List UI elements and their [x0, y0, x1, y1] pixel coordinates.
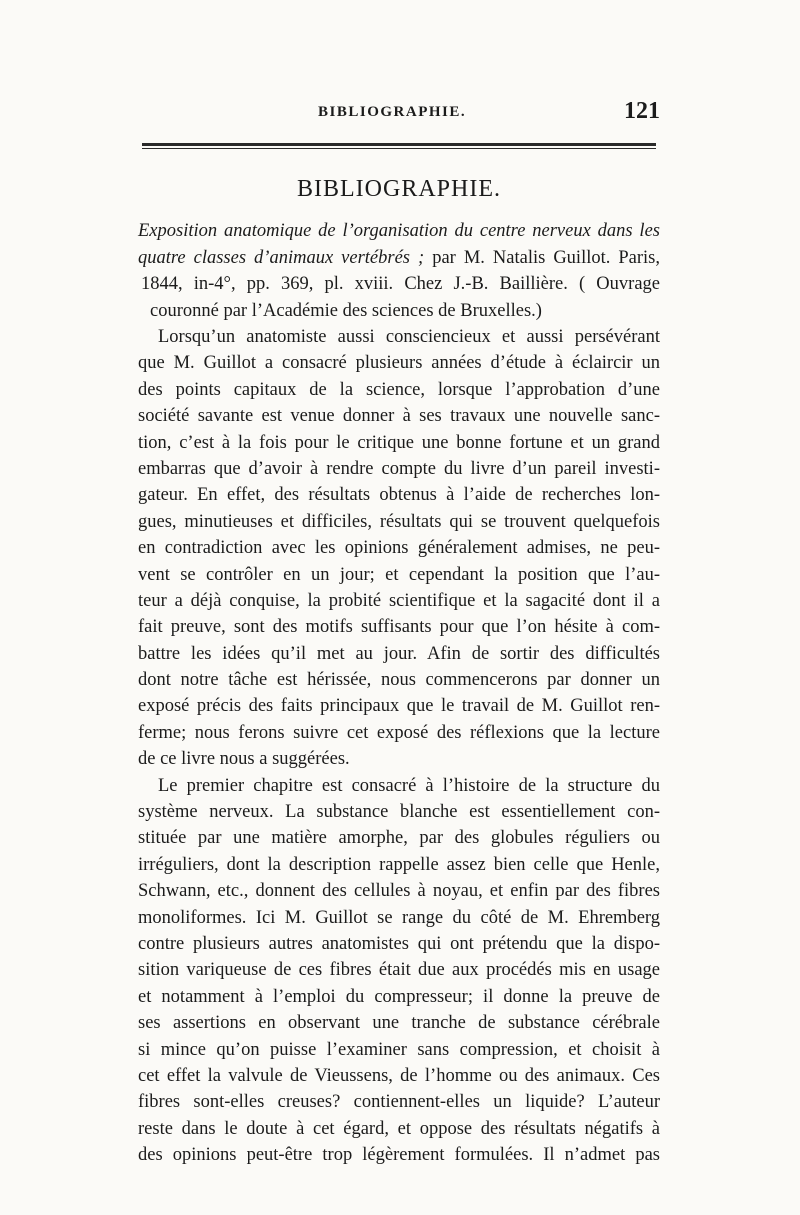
text-line: gateur. En effet, des résultats obtenus à l’aide de recherches lon-: [138, 485, 660, 506]
paragraph-2: [138, 773, 660, 1169]
running-head: [138, 98, 660, 128]
reference-line-4: couronné par l’Académie des sciences de Bruxelles.): [150, 300, 542, 321]
text-line: si mince qu’on puisse l’examiner sans compression, et choisit à: [138, 1039, 660, 1060]
reference-line-3: 1844, in-4°, pp. 369, pl. xviii. Chez J.-B. Baillière. ( Ouvrage: [141, 274, 660, 294]
text-line: fibres sont-elles creuses? contiennent-elles un liquide? L’auteur: [138, 1092, 660, 1113]
text-line: ferme; nous ferons suivre cet exposé des réflexions que la lecture: [138, 722, 660, 743]
bibliographic-reference: [138, 218, 660, 324]
text-line: que M. Guillot a consacré plusieurs années d’étude à éclaircir un: [138, 353, 660, 374]
text-line: ses assertions en observant une tranche de substance cérébrale: [138, 1013, 660, 1034]
text-line: des points capitaux de la science, lorsque l’approbation d’une: [138, 379, 660, 400]
text-line: dont notre tâche est hérissée, nous commencerons par donner un: [138, 670, 660, 691]
text-line: des opinions peut-être trop légèrement formulées. Il n’admet pas: [138, 1145, 660, 1166]
section-heading: BIBLIOGRAPHIE.: [297, 176, 501, 202]
text-line: gues, minutieuses et difficiles, résultats qui se trouvent quelquefois: [138, 511, 660, 532]
text-line: Schwann, etc., donnent des cellules à noyau, et enfin par des fibres: [138, 881, 660, 902]
text-line: vent se contrôler en un jour; et cependant la position que l’au-: [138, 564, 660, 585]
text-line: fait preuve, sont des motifs suffisants pour que l’on hésite à com-: [138, 617, 660, 638]
text-line: teur a déjà conquise, la probité scientifique et la sagacité dont il a: [138, 590, 660, 611]
text-line: battre les idées qu’il met au jour. Afin de sortir des difficultés: [138, 643, 660, 664]
page-number: 121: [624, 98, 660, 124]
paragraph-1: [138, 324, 660, 773]
text-line: cet effet la valvule de Vieussens, de l’homme ou des animaux. Ces: [138, 1065, 660, 1086]
review-body: [138, 324, 660, 1169]
text-line: reste dans le doute à cet égard, et oppose des résultats négatifs à: [138, 1118, 660, 1139]
header-rule-thick: [142, 143, 656, 146]
text-line: monoliformes. Ici M. Guillot se range du côté de M. Ehremberg: [138, 907, 660, 928]
text-line: et notamment à l’emploi du compresseur; il donne la preuve de: [138, 986, 660, 1007]
text-line: embarras que d’avoir à rendre compte du livre d’un pareil investi-: [138, 458, 660, 479]
header-rule-thin: [142, 148, 656, 149]
text-line: système nerveux. La substance blanche est essentiellement con-: [138, 802, 660, 823]
reference-title-line-2: quatre classes d’animaux vertébrés ; par M. Natalis Guillot. Paris,: [138, 247, 660, 268]
text-line: Lorsqu’un anatomiste aussi consciencieux et aussi persévérant: [158, 327, 660, 347]
text-line: Le premier chapitre est consacré à l’histoire de la structure du: [158, 775, 660, 796]
text-line: irréguliers, dont la description rappelle assez bien celle que Henle,: [138, 854, 660, 875]
reference-title-line-1: Exposition anatomique de l’organisation du centre nerveux dans les: [138, 221, 660, 241]
text-line: tion, c’est à la fois pour le critique une bonne fortune et un grand: [138, 432, 660, 453]
text-line: stituée par une matière amorphe, par des globules réguliers ou: [138, 828, 660, 849]
text-line: en contradiction avec les opinions généralement admises, ne peu-: [138, 538, 660, 559]
running-title: BIBLIOGRAPHIE.: [318, 104, 467, 120]
text-line: sition variqueuse de ces fibres était due aux procédés mis en usage: [138, 960, 660, 981]
text-line: de ce livre nous a suggérées.: [138, 749, 350, 770]
text-line: exposé précis des faits principaux que le travail de M. Guillot ren-: [138, 696, 660, 717]
text-line: société savante est venue donner à ses travaux une nouvelle sanc-: [138, 406, 660, 427]
text-line: contre plusieurs autres anatomistes qui ont prétendu que la dispo-: [138, 933, 660, 954]
